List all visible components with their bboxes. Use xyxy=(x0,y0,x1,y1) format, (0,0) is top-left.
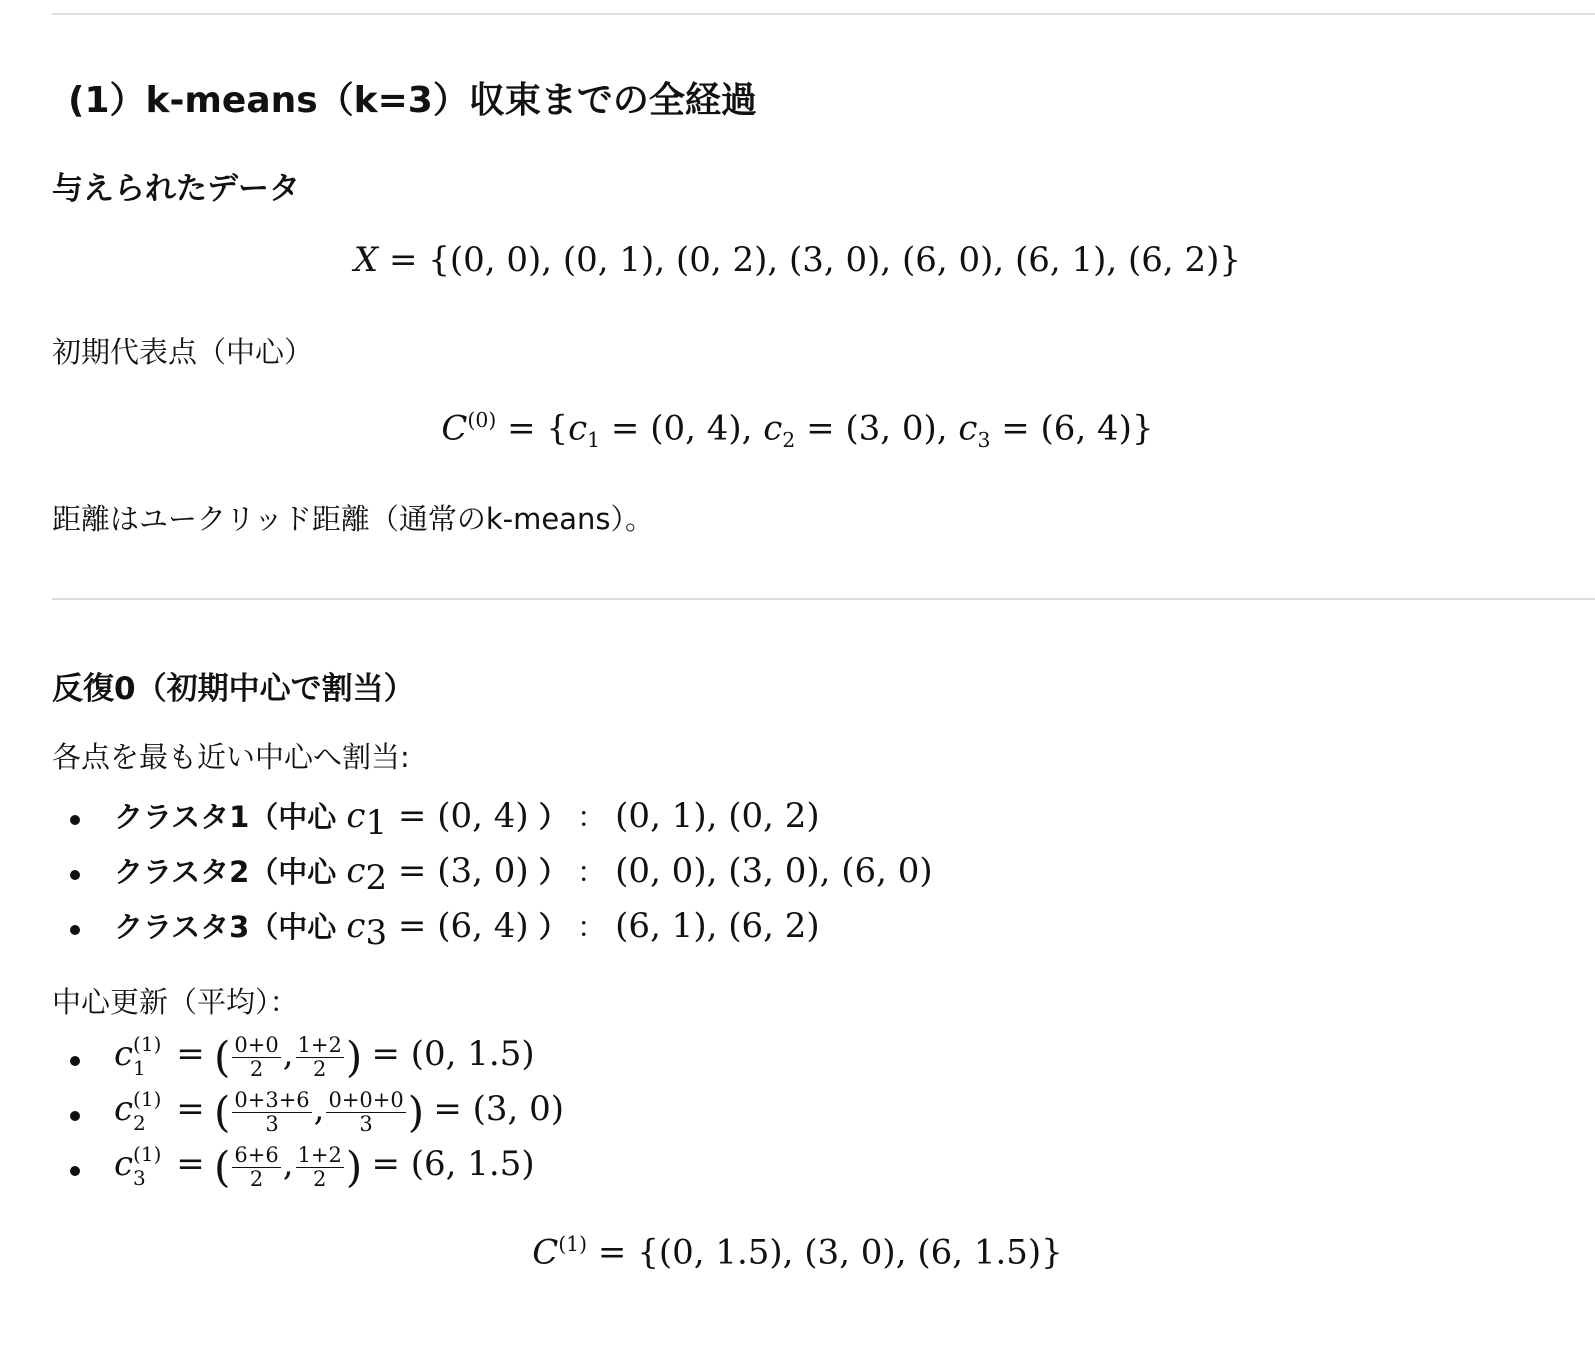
comma: , xyxy=(282,1144,294,1184)
equals-sign: = xyxy=(176,1144,205,1184)
update-2-item xyxy=(114,1087,564,1137)
right-paren: ) xyxy=(407,1087,425,1137)
list-bullet xyxy=(70,870,80,880)
x-mean-fraction xyxy=(232,1089,311,1134)
center-1-symbol: c xyxy=(568,408,588,449)
center-index: 1 xyxy=(365,802,388,843)
cluster-close: ） xyxy=(528,910,568,944)
center-3-index: 3 xyxy=(977,428,991,453)
separator: ： xyxy=(576,910,606,944)
given-data-heading: 与えられたデータ xyxy=(52,171,300,207)
update-1-item xyxy=(114,1032,535,1082)
eq-part: = (6, 4)} xyxy=(990,408,1154,449)
y-mean-fraction xyxy=(296,1034,344,1079)
center-symbol: c xyxy=(114,1144,134,1184)
numerator: 0+0 xyxy=(234,1033,279,1058)
denominator: 3 xyxy=(359,1111,373,1136)
iteration-index: (1) xyxy=(133,1032,162,1056)
center-symbol: c xyxy=(346,906,366,946)
center-symbol: c xyxy=(114,1089,134,1129)
data-set-equation xyxy=(0,240,1595,280)
list-bullet xyxy=(70,815,80,825)
list-bullet xyxy=(70,1166,80,1176)
equals-sign: = xyxy=(176,1089,205,1129)
denominator: 3 xyxy=(265,1111,279,1136)
left-paren: ( xyxy=(213,1142,231,1192)
denominator: 2 xyxy=(249,1166,264,1191)
numerator: 0+0+0 xyxy=(328,1088,404,1113)
center-indices xyxy=(133,1087,167,1137)
initial-centers-equation xyxy=(0,408,1595,452)
section-title: (1）k-means（k=3）収束までの全経過 xyxy=(68,80,757,121)
cluster-close: ） xyxy=(528,800,568,834)
update-result: = (3, 0) xyxy=(433,1089,565,1129)
separator: ： xyxy=(576,855,606,889)
cluster-points: (0, 0), (3, 0), (6, 0) xyxy=(615,851,933,891)
equals-sign: = xyxy=(176,1034,205,1074)
right-paren: ) xyxy=(345,1142,363,1192)
left-paren: ( xyxy=(213,1032,231,1082)
initial-centers-label: 初期代表点（中心） xyxy=(52,335,314,369)
left-paren: ( xyxy=(213,1087,231,1137)
center-index: 2 xyxy=(133,1111,146,1135)
numerator: 0+3+6 xyxy=(234,1088,310,1113)
numerator: 1+2 xyxy=(297,1033,342,1058)
center-indices xyxy=(133,1032,167,1082)
x-mean-fraction xyxy=(232,1144,280,1189)
center-symbol: c xyxy=(346,851,366,891)
cluster-3-item xyxy=(114,905,820,953)
update-label: 中心更新（平均）： xyxy=(52,985,299,1019)
center-2-index: 2 xyxy=(782,428,796,453)
section-divider xyxy=(52,598,1595,600)
center-index: 3 xyxy=(133,1166,146,1190)
numerator: 1+2 xyxy=(297,1143,342,1168)
center-value: = (0, 4) xyxy=(387,796,529,836)
cluster-close: ） xyxy=(528,855,568,889)
cluster-points: (0, 1), (0, 2) xyxy=(615,796,820,836)
iteration-index: (1) xyxy=(133,1087,162,1111)
cluster-2-item xyxy=(114,850,933,898)
separator: ： xyxy=(576,800,606,834)
list-bullet xyxy=(70,1056,80,1066)
denominator: 2 xyxy=(312,1056,327,1081)
update-result: = (0, 1.5) xyxy=(371,1034,535,1074)
distance-note: 距離はユークリッド距離（通常のk-means）。 xyxy=(52,502,654,536)
centers-superscript: (0) xyxy=(467,408,497,432)
center-1-index: 1 xyxy=(587,428,601,453)
iteration-0-heading: 反復0（初期中心で割当） xyxy=(52,671,415,707)
iteration-index: (1) xyxy=(133,1142,162,1166)
center-value: = (3, 0) xyxy=(387,851,529,891)
center-symbol: c xyxy=(114,1034,134,1074)
center-indices xyxy=(133,1142,167,1192)
top-divider xyxy=(52,13,1595,15)
center-value: = (6, 4) xyxy=(387,906,529,946)
cluster-label: クラスタ3（中心 xyxy=(114,910,347,944)
y-mean-fraction xyxy=(326,1089,405,1134)
update-result: = (6, 1.5) xyxy=(371,1144,535,1184)
right-paren: ) xyxy=(345,1032,363,1082)
comma: , xyxy=(313,1089,325,1129)
x-mean-fraction xyxy=(232,1034,280,1079)
center-2-symbol: c xyxy=(763,408,783,449)
data-set-symbol: X xyxy=(353,240,379,280)
denominator: 2 xyxy=(312,1166,327,1191)
updated-centers-values: = {(0, 1.5), (3, 0), (6, 1.5)} xyxy=(587,1232,1063,1273)
list-bullet xyxy=(70,1111,80,1121)
data-set-values: = {(0, 0), (0, 1), (0, 2), (3, 0), (6, 0), (6, 1), (6, 2)} xyxy=(388,240,1242,280)
eq-part: = (0, 4), xyxy=(600,408,764,449)
cluster-1-item xyxy=(114,795,820,843)
cluster-label: クラスタ1（中心 xyxy=(114,800,347,834)
y-mean-fraction xyxy=(296,1144,344,1189)
assign-label: 各点を最も近い中心へ割当: xyxy=(52,740,410,774)
centers-symbol: C xyxy=(532,1232,559,1273)
comma: , xyxy=(282,1034,294,1074)
list-bullet xyxy=(70,925,80,935)
centers-symbol: C xyxy=(441,408,468,449)
updated-centers-equation xyxy=(0,1232,1595,1272)
center-3-symbol: c xyxy=(958,408,978,449)
eq-part: = { xyxy=(496,408,569,449)
denominator: 2 xyxy=(249,1056,264,1081)
update-3-item xyxy=(114,1142,535,1192)
cluster-points: (6, 1), (6, 2) xyxy=(615,906,820,946)
centers-superscript: (1) xyxy=(558,1232,588,1256)
eq-part: = (3, 0), xyxy=(795,408,959,449)
cluster-label: クラスタ2（中心 xyxy=(114,855,347,889)
center-index: 2 xyxy=(365,857,388,898)
numerator: 6+6 xyxy=(234,1143,279,1168)
center-index: 3 xyxy=(365,912,388,953)
center-index: 1 xyxy=(133,1056,146,1080)
center-symbol: c xyxy=(346,796,366,836)
